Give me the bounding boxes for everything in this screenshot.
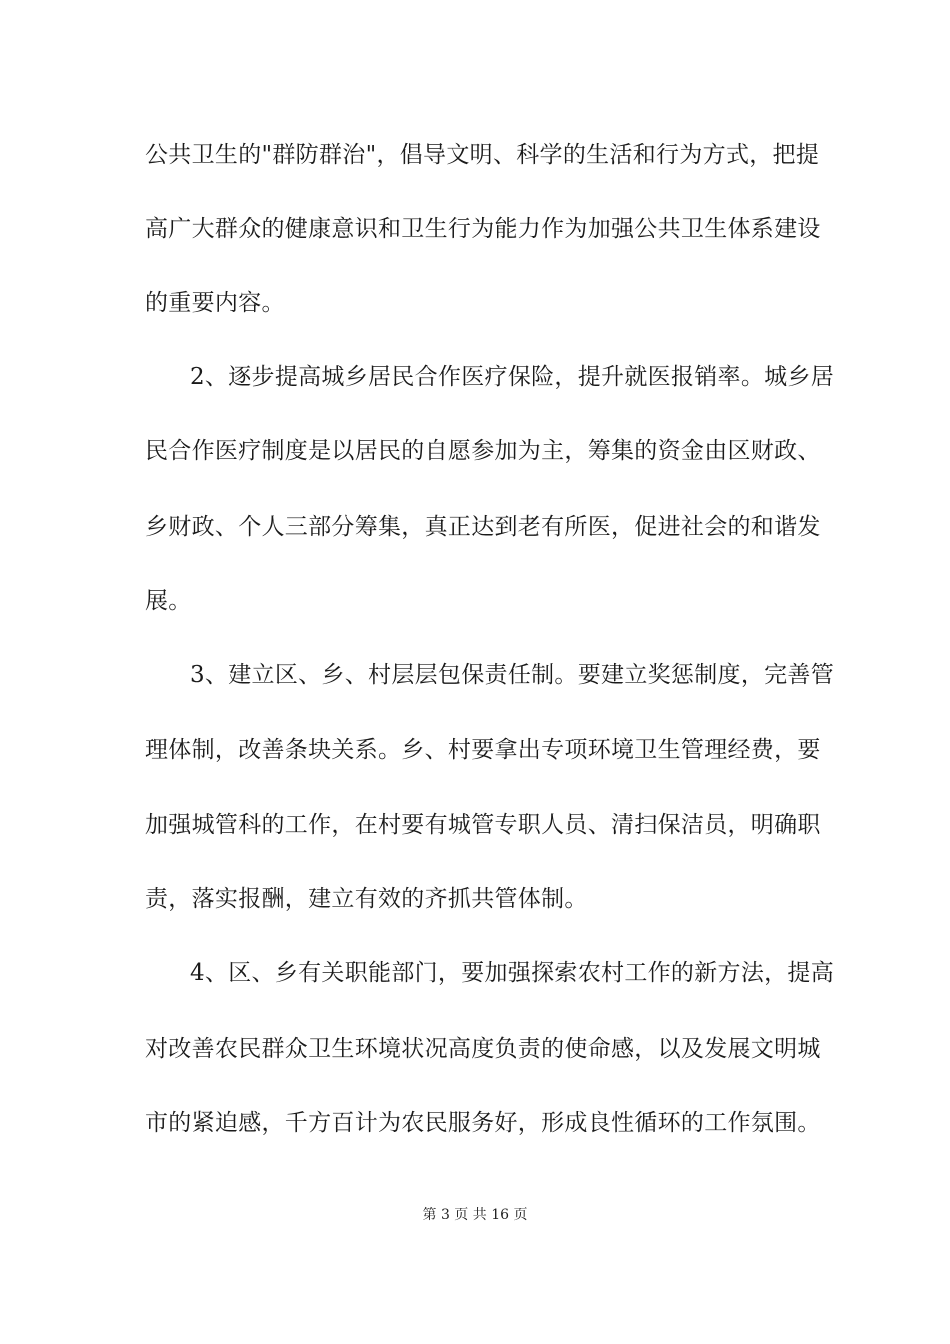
text-line: 市的紧迫感，千方百计为农民服务好，形成良性循环的工作氛围。 (145, 1110, 821, 1136)
text-line: 的重要内容。 (145, 290, 285, 316)
text-line: 理体制，改善条块关系。乡、村要拿出专项环境卫生管理经费，要 (145, 737, 821, 763)
paragraph-start-line: 2、逐步提高城乡居民合作医疗保险，提升就医报销率。城乡居 (190, 364, 835, 390)
text-line: 加强城管科的工作，在村要有城管专职人员、清扫保洁员，明确职 (145, 812, 821, 838)
paragraph-start-line: 4、区、乡有关职能部门，要加强探索农村工作的新方法，提高 (190, 960, 835, 986)
text-line: 展。 (145, 588, 192, 614)
page-number-footer: 第 3 页 共 16 页 (422, 1207, 528, 1223)
paragraph-start-line: 3、建立区、乡、村层层包保责任制。要建立奖惩制度，完善管 (190, 662, 835, 688)
text-line: 责，落实报酬，建立有效的齐抓共管体制。 (145, 886, 588, 912)
text-line: 公共卫生的"群防群治"，倡导文明、科学的生活和行为方式，把提 (145, 142, 820, 168)
text-line: 对改善农民群众卫生环境状况高度负责的使命感，以及发展文明城 (145, 1036, 821, 1062)
text-line: 高广大群众的健康意识和卫生行为能力作为加强公共卫生体系建设 (145, 216, 821, 242)
text-line: 乡财政、个人三部分筹集，真正达到老有所医，促进社会的和谐发 (145, 514, 821, 540)
text-line: 民合作医疗制度是以居民的自愿参加为主，筹集的资金由区财政、 (145, 438, 821, 464)
